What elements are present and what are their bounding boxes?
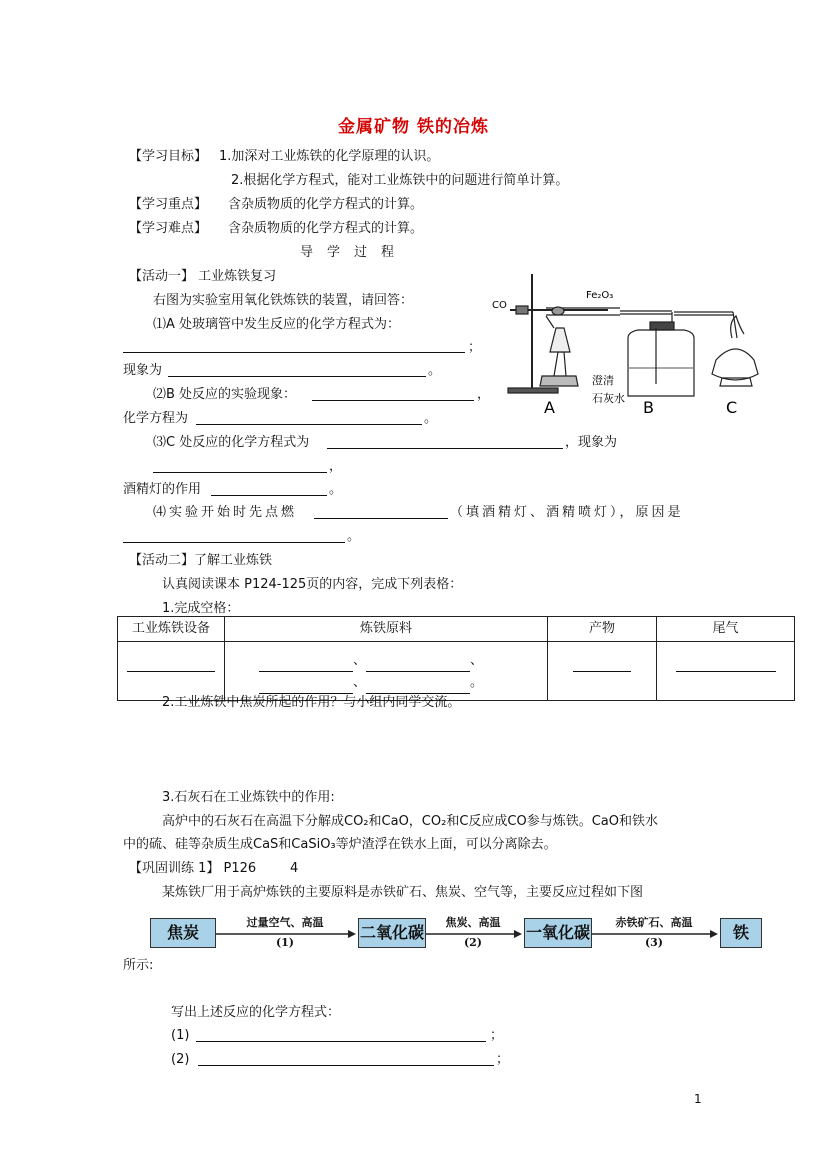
key-point-label: 【学习重点】 [129,197,208,212]
equation-1-semicolon: ； [490,1028,504,1043]
question-4-tail: （填酒精灯、酒精喷灯），原因是 [450,505,684,520]
answer-blank-3-phenomenon[interactable] [153,460,327,473]
answer-blank-1[interactable] [123,340,465,353]
difficulty-label: 【学习难点】 [129,221,208,236]
answer-blank-4-reason[interactable] [123,530,345,543]
answer-blank-2[interactable] [312,388,474,401]
question-coke: 2.工业炼铁中焦炭所起的作用？与小组内同学交流。 [162,695,461,710]
blank-material-1[interactable] [259,659,353,672]
blank-equipment[interactable] [127,659,215,672]
limewater-label-1: 澄清 [592,374,614,387]
answer-blank-phenomenon[interactable] [168,364,426,377]
practice-desc: 某炼铁厂用于高炉炼铁的主要原料是赤铁矿石、焦炭、空气等，主要反应过程如下图 [162,885,644,900]
blank-material-4[interactable] [366,681,470,694]
fill-label: 1.完成空格： [162,601,240,616]
phenomenon-label: 现象为 [123,363,163,378]
flow-box-coke: 焦炭 [150,918,216,948]
cell-equipment [118,642,225,701]
answer-blank-equation[interactable] [196,412,422,425]
activity1-heading: 【活动一】 工业炼铁复习 [129,269,277,284]
label-a: A [544,398,555,417]
question-3-tail: ，现象为 [565,435,618,450]
answer-blank-4[interactable] [314,506,448,519]
material-end: 。 [470,675,484,690]
cell-materials [225,642,548,701]
goal-item-2: 2.根据化学方程式，能对工业炼铁中的问题进行简单计算。 [231,173,569,188]
fe2o3-label: Fe₂O₃ [586,290,614,301]
equation-2-blank[interactable] [198,1053,494,1066]
difficulty-text: 含杂质物质的化学方程式的计算。 [228,221,424,236]
equation-label: 化学方程为 [123,411,189,426]
flow-step-2-label: 焦炭、高温 [445,916,501,929]
header-tail-gas: 尾气 [657,617,795,642]
question-limestone: 3.石灰石在工业炼铁中的作用: [162,790,335,805]
flow-step-3-label: 赤铁矿石、高温 [615,916,693,929]
flow-step-2-number: (2) [463,936,483,949]
limestone-text-1: 高炉中的石灰石在高温下分解成CO₂和CaO，CO₂和C反应成CO参与炼铁。CaO和铁水 [162,814,658,829]
question-4-period: 。 [347,529,361,544]
limestone-text-2: 中的硫、硅等杂质生成CaS和CaSiO₃等炉渣浮在铁水上面，可以分离除去。 [123,837,557,852]
material-sep-2: 、 [470,653,484,668]
question-4: ⑷实验开始时先点燃 [153,505,298,520]
material-sep-1: 、 [353,653,367,668]
question-2-comma: ， [477,387,491,402]
activity2-heading: 【活动二】了解工业炼铁 [129,553,273,568]
flow-step-1-number: (1) [275,936,295,949]
practice-number: 4 [290,861,299,876]
answer-blank-3[interactable] [327,436,563,449]
answer-blank-lamp[interactable] [211,483,327,496]
practice-heading: 【巩固训练 1】 P126 [129,861,257,876]
equation-2-label: (2) [171,1052,190,1067]
goal-item-1: 1.加深对工业炼铁的化学原理的认识。 [219,149,440,164]
goals-label: 【学习目标】 [129,149,208,164]
question-3: ⑶C 处反应的化学方程式为 [153,435,310,450]
lamp-label: 酒精灯的作用 [123,482,202,497]
equation-2-semicolon: ； [496,1052,510,1067]
question-1-end: ； [468,340,482,355]
apparatus-diagram [488,268,760,418]
guide-heading: 导学过程 [300,245,409,260]
ironmaking-table [117,616,795,701]
blank-tail-gas[interactable] [676,659,776,672]
blank-material-3[interactable] [259,681,353,694]
question-1: ⑴A 处玻璃管中发生反应的化学方程式为： [153,317,401,332]
blank-products[interactable] [573,659,631,672]
flow-box-co2: 二氧化碳 [358,918,426,948]
reaction-flowchart [150,914,762,950]
blank-material-2[interactable] [366,659,470,672]
flow-box-co: 一氧化碳 [524,918,592,948]
key-point-text: 含杂质物质的化学方程式的计算。 [228,197,424,212]
label-b: B [643,398,654,417]
material-sep-3: 、 [353,675,367,690]
cell-tail-gas [657,642,795,701]
equation-1-blank[interactable] [196,1029,486,1042]
flow-box-iron: 铁 [720,918,762,948]
page-title: 金属矿物 铁的冶炼 [338,117,489,137]
header-products: 产物 [548,617,657,642]
question-2: ⑵B 处反应的实验现象： [153,387,297,402]
question-3-comma: ， [329,459,343,474]
equation-period: 。 [424,411,438,426]
cell-products [548,642,657,701]
equation-1-label: (1) [171,1028,190,1043]
page-number: 1 [694,1092,702,1106]
activity1-intro: 右图为实验室用氧化铁炼铁的装置，请回答： [153,293,414,308]
phenomenon-period: 。 [428,363,442,378]
flow-step-1-label: 过量空气、高温 [246,916,324,929]
lamp-period: 。 [329,482,343,497]
header-equipment: 工业炼铁设备 [118,617,225,642]
activity2-intro: 认真阅读课本 P124-125页的内容，完成下列表格： [162,577,463,592]
header-materials: 炼铁原料 [225,617,548,642]
table-header-row [118,617,795,642]
practice-desc-cont: 所示: [123,958,154,973]
flow-step-3-number: (3) [644,936,664,949]
table-row [118,642,795,701]
limewater-label-2: 石灰水 [592,392,625,405]
co-label: CO [492,300,507,311]
label-c: C [726,398,738,417]
write-equations-prompt: 写出上述反应的化学方程式： [171,1005,341,1020]
